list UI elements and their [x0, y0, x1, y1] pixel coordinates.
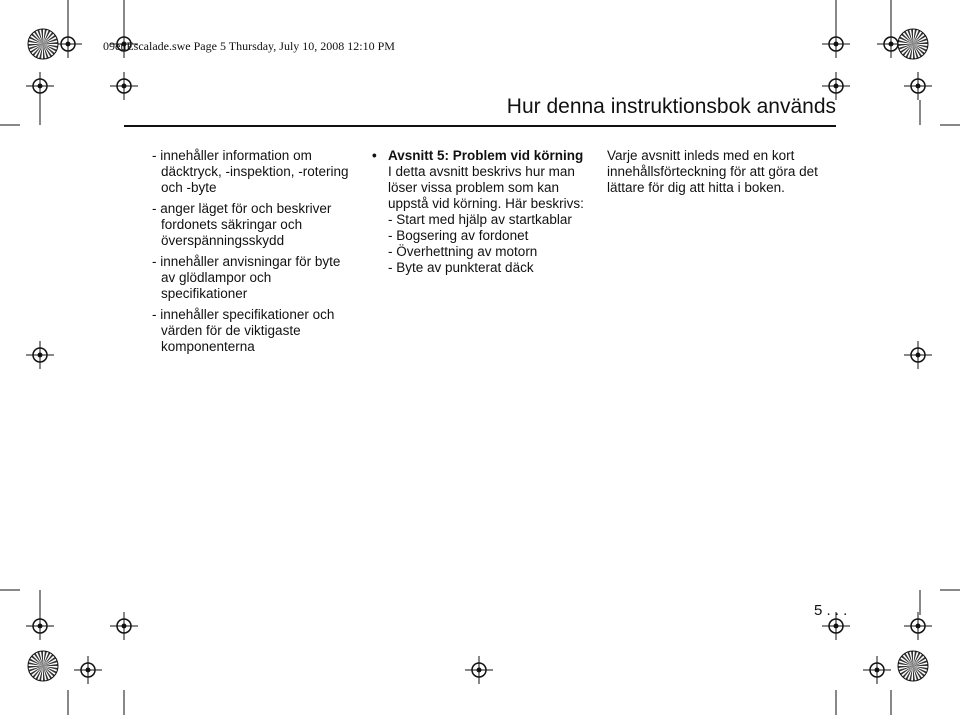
page-title: Hur denna instruktionsbok används — [506, 95, 836, 118]
section-heading — [372, 148, 597, 164]
column-middle — [372, 148, 597, 276]
list-item: - Byte av punkterat däck — [388, 260, 534, 275]
intro-text: Varje avsnitt inleds med en kort innehållsförteckning för att göra det lättare för dig att hitta i boken. — [607, 148, 818, 195]
section-body: I detta avsnitt beskrivs hur man löser vissa problem som kan uppstå vid körning. Här beskrivs: — [388, 164, 584, 211]
list-item: - innehåller specifikationer och värden för de viktigaste komponenterna — [152, 307, 335, 354]
section-heading-text: Avsnitt 5: Problem vid körning — [388, 148, 584, 163]
column-right — [607, 148, 837, 196]
list-item: - Bogsering av fordonet — [388, 228, 529, 243]
page-number: 5 . . . — [814, 602, 848, 619]
print-slug: 09euEscalade.swe Page 5 Thursday, July 10, 2008 12:10 PM — [103, 39, 395, 53]
title-rule — [124, 125, 836, 127]
list-item: - anger läget för och beskriver fordonets säkringar och överspänningsskydd — [152, 201, 332, 248]
list-item: - Överhettning av motorn — [388, 244, 538, 259]
bullet-icon: • — [372, 148, 377, 163]
list-item: - Start med hjälp av startkablar — [388, 212, 572, 227]
list-item: - innehåller information om däcktryck, -inspektion, -rotering och -byte — [152, 148, 349, 195]
column-left — [152, 148, 352, 360]
list-item: - innehåller anvisningar för byte av glödlampor och specifikationer — [152, 254, 341, 301]
